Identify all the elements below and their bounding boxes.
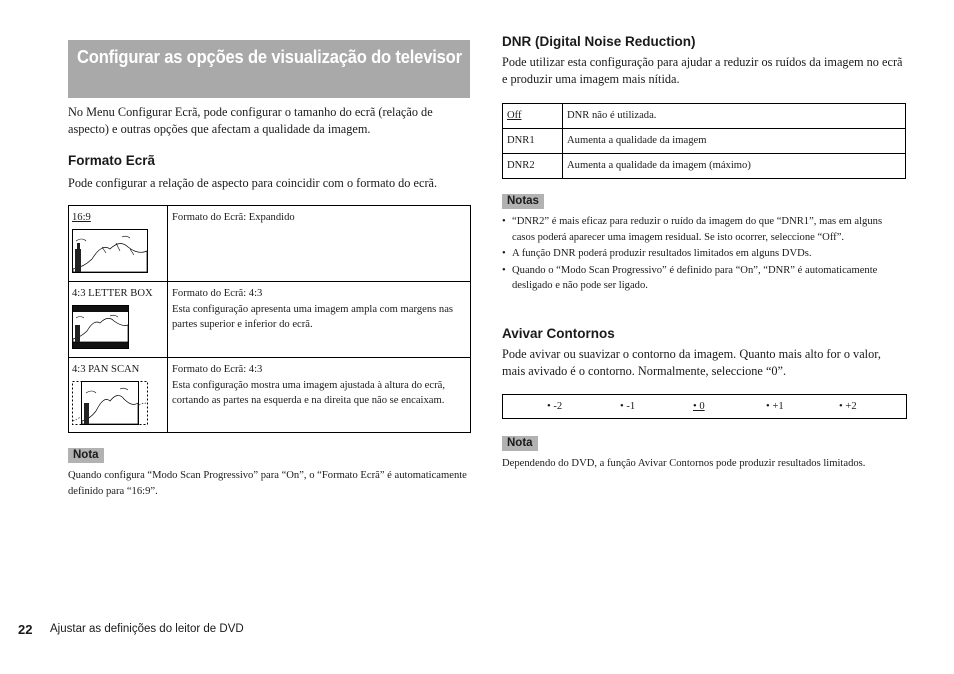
format-line: Formato do Ecrã: 4:3 <box>172 364 263 375</box>
table-row <box>503 154 906 179</box>
option-label-letterbox: 4:3 LETTER BOX <box>72 288 153 299</box>
description-cell <box>168 358 471 433</box>
chapter-title: Ajustar as definições do leitor de DVD <box>50 623 244 635</box>
formato-description: Pode configurar a relação de aspecto para coincidir com o formato do ecrã. <box>68 176 438 190</box>
description-cell <box>168 282 471 358</box>
option-cell <box>503 154 563 179</box>
widescreen-picture-icon <box>72 229 148 273</box>
table-row <box>69 282 471 358</box>
avivar-option: • +2 <box>839 401 857 412</box>
avivar-option-default: • 0 <box>693 401 705 412</box>
format-line: Formato do Ecrã: 4:3 <box>172 288 263 299</box>
option-cell <box>69 282 168 358</box>
list-item: • A função DNR poderá produzir resultados limitados em alguns DVDs. <box>502 246 906 262</box>
list-item: • “DNR2” é mais eficaz para reduzir o ruído da imagem do que “DNR1”, mas em alguns casos poderá aparecer uma imagem residual. Se isto ocorrer, seleccione “Off”. <box>502 214 906 245</box>
section-title-banner <box>68 40 470 98</box>
description-cell: DNR não é utilizada. <box>563 104 906 129</box>
dnr-option-2: DNR2 <box>507 160 535 171</box>
option-cell <box>503 129 563 154</box>
list-item: • Quando o “Modo Scan Progressivo” é definido para “On”, “DNR” é automaticamente desligado e não pode ser ligado. <box>502 263 906 294</box>
format-explanation: Esta configuração apresenta uma imagem ampla com margens nas partes superior e inferior do ecrã. <box>172 303 454 330</box>
option-cell <box>69 206 168 282</box>
avivar-option: • -1 <box>620 401 636 412</box>
intro-paragraph: No Menu Configurar Ecrã, pode configurar o tamanho do ecrã (relação de aspecto) e outras opções que afectam a qualidade da imagem. <box>68 105 433 136</box>
avivar-option: • -2 <box>547 401 563 412</box>
dnr-option-off: Off <box>507 110 522 121</box>
avivar-heading: Avivar Contornos <box>502 326 615 341</box>
dnr-option-1: DNR1 <box>507 135 535 146</box>
format-line: Formato do Ecrã: Expandido <box>172 212 295 223</box>
nota-label-right: Nota <box>502 436 538 451</box>
formato-heading: Formato Ecrã <box>68 153 156 168</box>
letterbox-picture-icon <box>72 305 129 349</box>
table-row <box>503 129 906 154</box>
description-cell: Aumenta a qualidade da imagem <box>563 129 906 154</box>
avivar-description: Pode avivar ou suavizar o contorno da imagem. Quanto mais alto for o valor, mais avivado é o contorno. Normalmente, seleccione “0”. <box>502 347 881 378</box>
nota-text-right: Dependendo do DVD, a função Avivar Contornos pode produzir resultados limitados. <box>502 458 866 469</box>
option-cell <box>503 104 563 129</box>
dnr-description: Pode utilizar esta configuração para ajudar a reduzir os ruídos da imagem no ecrã e produzir uma imagem mais nítida. <box>502 55 903 86</box>
dnr-table <box>502 103 906 179</box>
description-cell <box>168 206 471 282</box>
dnr-heading: DNR (Digital Noise Reduction) <box>502 34 696 49</box>
notas-list <box>502 214 906 295</box>
option-label-panscan: 4:3 PAN SCAN <box>72 364 140 375</box>
avivar-option: • +1 <box>766 401 784 412</box>
description-cell: Aumenta a qualidade da imagem (máximo) <box>563 154 906 179</box>
table-row <box>69 206 471 282</box>
page-number: 22 <box>18 622 33 637</box>
option-cell <box>69 358 168 433</box>
table-row <box>69 358 471 433</box>
nota-text: Quando configura “Modo Scan Progressivo” para “On”, o “Formato Ecrã” é automaticamente definido para “16:9”. <box>68 470 467 497</box>
avivar-options-scale <box>502 394 907 419</box>
notas-label: Notas <box>502 194 544 209</box>
panscan-picture-icon <box>72 381 148 425</box>
table-row <box>503 104 906 129</box>
section-title: Configurar as opções de visualização do televisor <box>77 47 462 67</box>
nota-label: Nota <box>68 448 104 463</box>
formato-table <box>68 205 471 433</box>
option-label-16-9: 16:9 <box>72 212 91 223</box>
format-explanation: Esta configuração mostra uma imagem ajustada à altura do ecrã, cortando as partes na esquerda e na direita que não se encaixam. <box>172 379 445 406</box>
